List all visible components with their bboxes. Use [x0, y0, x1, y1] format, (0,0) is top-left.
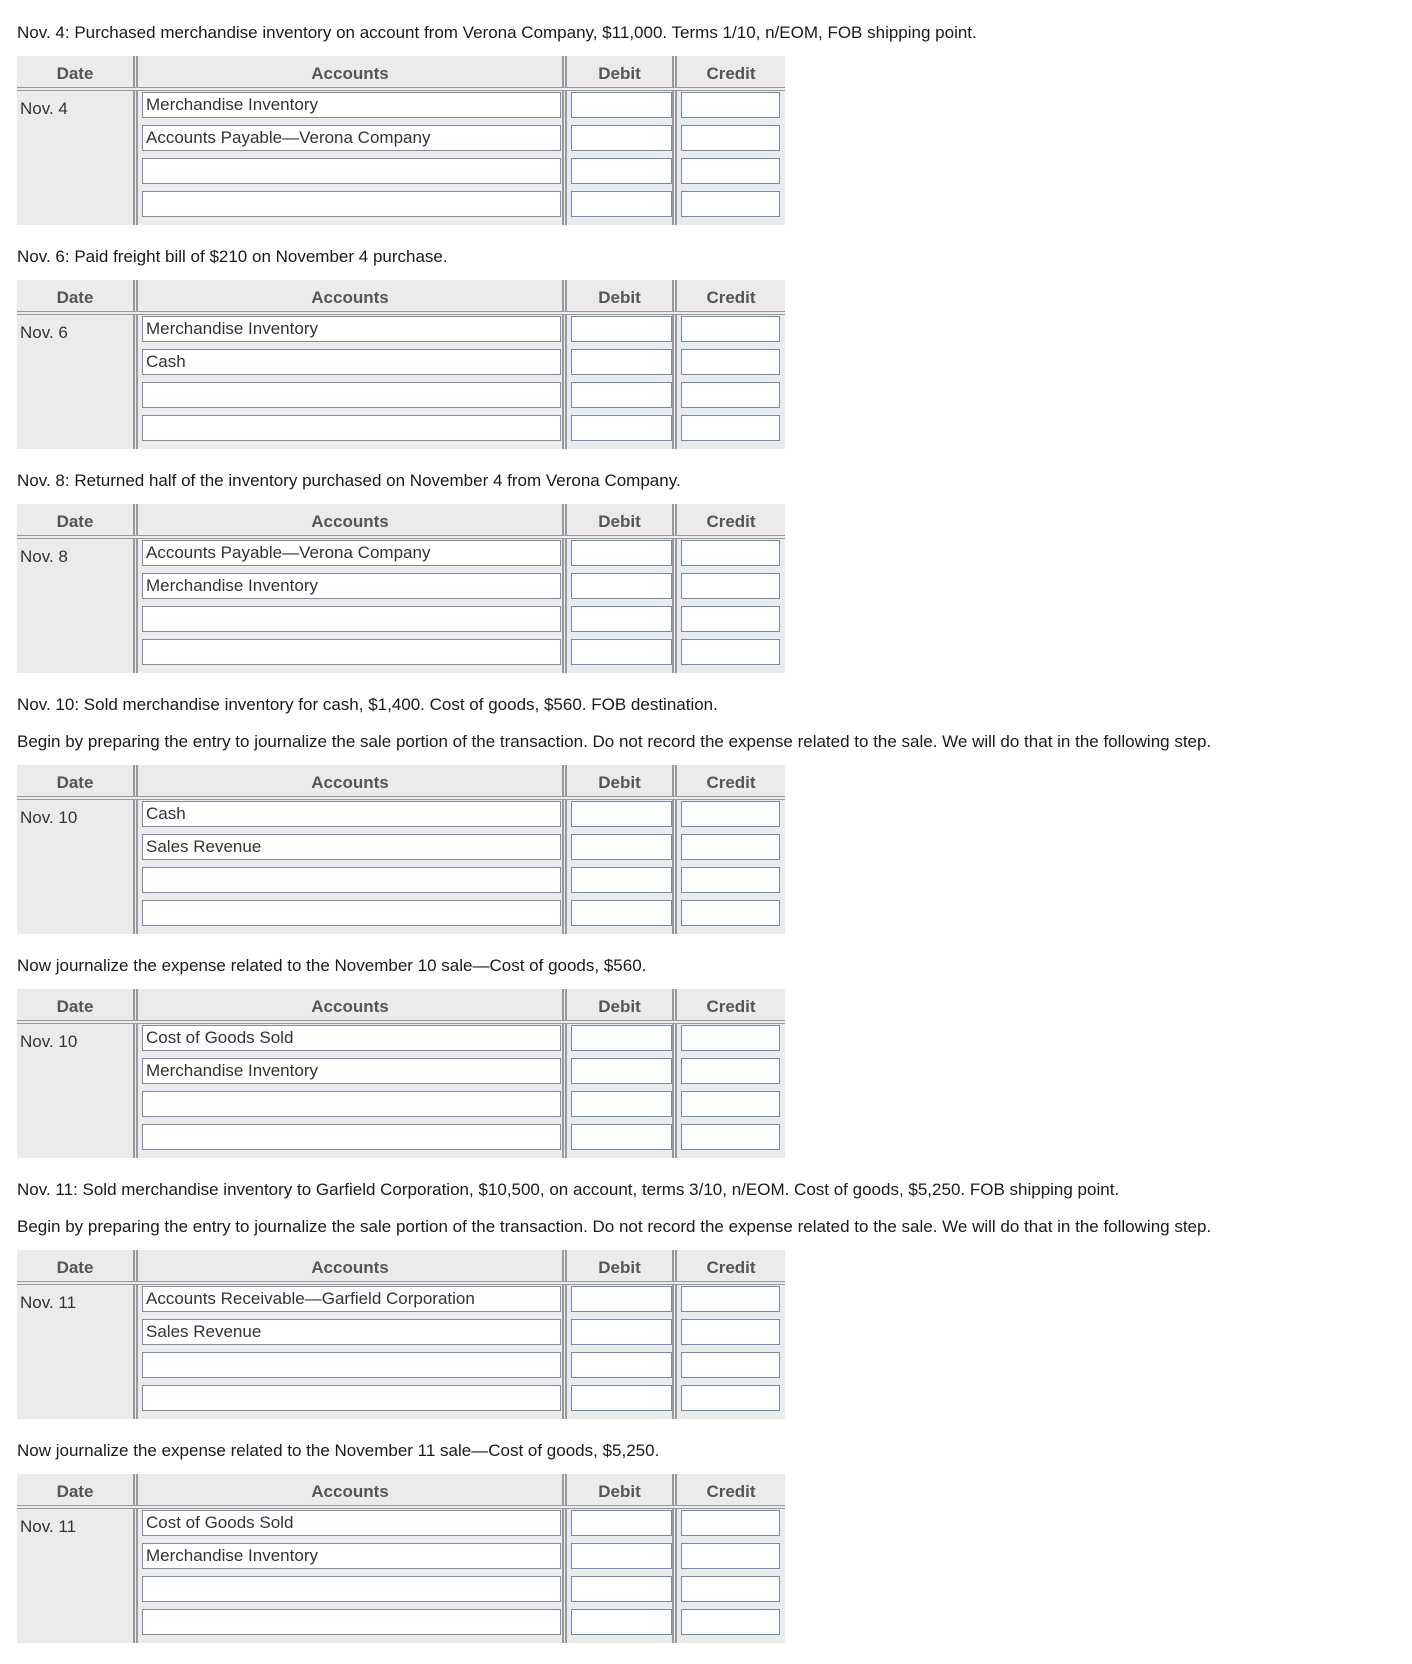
credit-column [672, 800, 785, 934]
header-date: Date [56, 64, 94, 83]
account-field[interactable] [142, 1352, 561, 1378]
account-field[interactable]: Accounts Receivable—Garfield Corporation [142, 1286, 561, 1312]
debit-input[interactable] [571, 801, 672, 827]
instruction-text: Nov. 8: Returned half of the inventory purchased on November 4 from Verona Company. [17, 471, 681, 490]
credit-input[interactable] [681, 1609, 780, 1635]
journal-entry-table [17, 1474, 785, 1643]
credit-input[interactable] [681, 316, 780, 342]
table-body [17, 1024, 785, 1158]
header-credit: Credit [672, 1474, 785, 1505]
debit-input[interactable] [571, 415, 672, 441]
debit-input[interactable] [571, 1510, 672, 1536]
instruction-text: Begin by preparing the entry to journalize the sale portion of the transaction. Do not record the expense related to the sale. We will do that in the following step. [17, 1217, 1212, 1236]
debit-column [562, 539, 672, 673]
journal-section [17, 1440, 1397, 1643]
journal-section [17, 246, 1397, 449]
accounts-column [133, 91, 562, 225]
account-field[interactable]: Cash [142, 801, 561, 827]
header-debit: Debit [562, 989, 672, 1020]
journal-section [17, 694, 1397, 934]
header-credit: Credit [672, 504, 785, 535]
table-header [17, 1474, 785, 1509]
credit-input[interactable] [681, 158, 780, 184]
credit-input[interactable] [681, 349, 780, 375]
instruction-text: Nov. 6: Paid freight bill of $210 on November 4 purchase. [17, 247, 448, 266]
instruction-text: Nov. 4: Purchased merchandise inventory on account from Verona Company, $11,000. Terms 1/10, n/EOM, FOB shipping point. [17, 23, 977, 42]
credit-input[interactable] [681, 801, 780, 827]
debit-input[interactable] [571, 158, 672, 184]
entry-date: Nov. 11 [17, 1509, 133, 1643]
debit-input[interactable] [571, 92, 672, 118]
credit-input[interactable] [681, 1124, 780, 1150]
credit-input[interactable] [681, 900, 780, 926]
debit-input[interactable] [571, 125, 672, 151]
accounts-column [133, 539, 562, 673]
table-body [17, 800, 785, 934]
account-field[interactable] [142, 867, 561, 893]
table-body [17, 91, 785, 225]
account-field[interactable]: Cost of Goods Sold [142, 1510, 561, 1536]
debit-column [562, 1509, 672, 1643]
instruction-text: Nov. 10: Sold merchandise inventory for cash, $1,400. Cost of goods, $560. FOB destination. [17, 695, 718, 714]
instruction-text: Begin by preparing the entry to journalize the sale portion of the transaction. Do not record the expense related to the sale. We will do that in the following step. [17, 732, 1212, 751]
account-field[interactable]: Cost of Goods Sold [142, 1025, 561, 1051]
journal-entry-table [17, 989, 785, 1158]
accounts-column [133, 1024, 562, 1158]
debit-input[interactable] [571, 867, 672, 893]
account-field[interactable]: Cash [142, 349, 561, 375]
credit-input[interactable] [681, 382, 780, 408]
entry-date: Nov. 8 [17, 539, 133, 673]
debit-input[interactable] [571, 1576, 672, 1602]
credit-column [672, 1024, 785, 1158]
account-field[interactable] [142, 191, 561, 217]
table-header [17, 280, 785, 315]
debit-column [562, 91, 672, 225]
debit-input[interactable] [571, 1025, 672, 1051]
credit-input[interactable] [681, 639, 780, 665]
header-accounts: Accounts [133, 280, 562, 311]
account-field[interactable] [142, 1576, 561, 1602]
journal-entry-table [17, 504, 785, 673]
header-date: Date [56, 997, 94, 1016]
credit-input[interactable] [681, 606, 780, 632]
debit-input[interactable] [571, 1124, 672, 1150]
table-body [17, 539, 785, 673]
table-body [17, 1509, 785, 1643]
credit-input[interactable] [681, 1058, 780, 1084]
credit-input[interactable] [681, 540, 780, 566]
header-debit: Debit [562, 1250, 672, 1281]
header-date: Date [56, 1258, 94, 1277]
account-field[interactable]: Merchandise Inventory [142, 573, 561, 599]
credit-input[interactable] [681, 415, 780, 441]
header-credit: Credit [672, 765, 785, 796]
header-date: Date [56, 288, 94, 307]
account-field[interactable] [142, 1091, 561, 1117]
debit-input[interactable] [571, 573, 672, 599]
credit-input[interactable] [681, 1286, 780, 1312]
header-accounts: Accounts [133, 504, 562, 535]
journal-entry-table [17, 765, 785, 934]
credit-input[interactable] [681, 1025, 780, 1051]
header-date: Date [56, 512, 94, 531]
header-credit: Credit [672, 56, 785, 87]
credit-column [672, 539, 785, 673]
header-accounts: Accounts [133, 56, 562, 87]
header-debit: Debit [562, 56, 672, 87]
account-field[interactable]: Merchandise Inventory [142, 1543, 561, 1569]
table-header [17, 56, 785, 91]
credit-input[interactable] [681, 1385, 780, 1411]
entry-date: Nov. 11 [17, 1285, 133, 1419]
debit-column [562, 315, 672, 449]
header-date: Date [56, 1482, 94, 1501]
debit-input[interactable] [571, 639, 672, 665]
account-field[interactable]: Merchandise Inventory [142, 92, 561, 118]
debit-input[interactable] [571, 606, 672, 632]
debit-input[interactable] [571, 1543, 672, 1569]
credit-input[interactable] [681, 834, 780, 860]
credit-input[interactable] [681, 1091, 780, 1117]
debit-column [562, 1024, 672, 1158]
header-date: Date [56, 773, 94, 792]
credit-input[interactable] [681, 867, 780, 893]
journal-section [17, 1179, 1397, 1419]
accounts-column [133, 315, 562, 449]
header-accounts: Accounts [133, 989, 562, 1020]
entry-date: Nov. 10 [17, 1024, 133, 1158]
credit-input[interactable] [681, 92, 780, 118]
debit-input[interactable] [571, 349, 672, 375]
journal-section [17, 955, 1397, 1158]
debit-input[interactable] [571, 900, 672, 926]
table-body [17, 315, 785, 449]
credit-input[interactable] [681, 1352, 780, 1378]
credit-input[interactable] [681, 125, 780, 151]
journal-section [17, 22, 1397, 225]
debit-input[interactable] [571, 191, 672, 217]
debit-input[interactable] [571, 1058, 672, 1084]
credit-input[interactable] [681, 1510, 780, 1536]
entry-date: Nov. 4 [17, 91, 133, 225]
credit-column [672, 315, 785, 449]
table-header [17, 504, 785, 539]
debit-input[interactable] [571, 540, 672, 566]
instruction-text: Now journalize the expense related to the November 11 sale—Cost of goods, $5,250. [17, 1441, 660, 1460]
debit-input[interactable] [571, 1286, 672, 1312]
debit-input[interactable] [571, 834, 672, 860]
credit-input[interactable] [681, 1319, 780, 1345]
account-field[interactable] [142, 1385, 561, 1411]
debit-column [562, 1285, 672, 1419]
table-header [17, 765, 785, 800]
header-accounts: Accounts [133, 765, 562, 796]
account-field[interactable] [142, 900, 561, 926]
credit-input[interactable] [681, 573, 780, 599]
debit-input[interactable] [571, 316, 672, 342]
header-credit: Credit [672, 280, 785, 311]
instruction-text: Now journalize the expense related to the November 10 sale—Cost of goods, $560. [17, 956, 647, 975]
account-field[interactable] [142, 1609, 561, 1635]
account-field[interactable]: Accounts Payable—Verona Company [142, 125, 561, 151]
header-credit: Credit [672, 989, 785, 1020]
credit-input[interactable] [681, 1543, 780, 1569]
account-field[interactable]: Merchandise Inventory [142, 316, 561, 342]
entry-date: Nov. 10 [17, 800, 133, 934]
account-field[interactable]: Sales Revenue [142, 834, 561, 860]
table-header [17, 1250, 785, 1285]
credit-input[interactable] [681, 191, 780, 217]
journal-entry-table [17, 56, 785, 225]
debit-input[interactable] [571, 1091, 672, 1117]
table-header [17, 989, 785, 1024]
journal-entry-table [17, 1250, 785, 1419]
account-field[interactable] [142, 415, 561, 441]
account-field[interactable] [142, 158, 561, 184]
header-debit: Debit [562, 280, 672, 311]
account-field[interactable]: Merchandise Inventory [142, 1058, 561, 1084]
credit-column [672, 1285, 785, 1419]
debit-input[interactable] [571, 1319, 672, 1345]
account-field[interactable] [142, 606, 561, 632]
entry-date: Nov. 6 [17, 315, 133, 449]
journal-entry-table [17, 280, 785, 449]
table-body [17, 1285, 785, 1419]
debit-input[interactable] [571, 1385, 672, 1411]
account-field[interactable] [142, 639, 561, 665]
header-debit: Debit [562, 1474, 672, 1505]
debit-input[interactable] [571, 382, 672, 408]
credit-column [672, 91, 785, 225]
header-credit: Credit [672, 1250, 785, 1281]
debit-column [562, 800, 672, 934]
debit-input[interactable] [571, 1609, 672, 1635]
credit-input[interactable] [681, 1576, 780, 1602]
account-field[interactable]: Sales Revenue [142, 1319, 561, 1345]
debit-input[interactable] [571, 1352, 672, 1378]
accounts-column [133, 1285, 562, 1419]
account-field[interactable] [142, 382, 561, 408]
instruction-text: Nov. 11: Sold merchandise inventory to Garfield Corporation, $10,500, on account, terms 3/10, n/EOM. Cost of goods, $5,250. FOB shipping point. [17, 1180, 1120, 1199]
credit-column [672, 1509, 785, 1643]
header-debit: Debit [562, 765, 672, 796]
header-accounts: Accounts [133, 1250, 562, 1281]
accounts-column [133, 1509, 562, 1643]
header-accounts: Accounts [133, 1474, 562, 1505]
account-field[interactable]: Accounts Payable—Verona Company [142, 540, 561, 566]
accounts-column [133, 800, 562, 934]
journal-section [17, 470, 1397, 673]
header-debit: Debit [562, 504, 672, 535]
account-field[interactable] [142, 1124, 561, 1150]
journal-page [17, 22, 1397, 1664]
